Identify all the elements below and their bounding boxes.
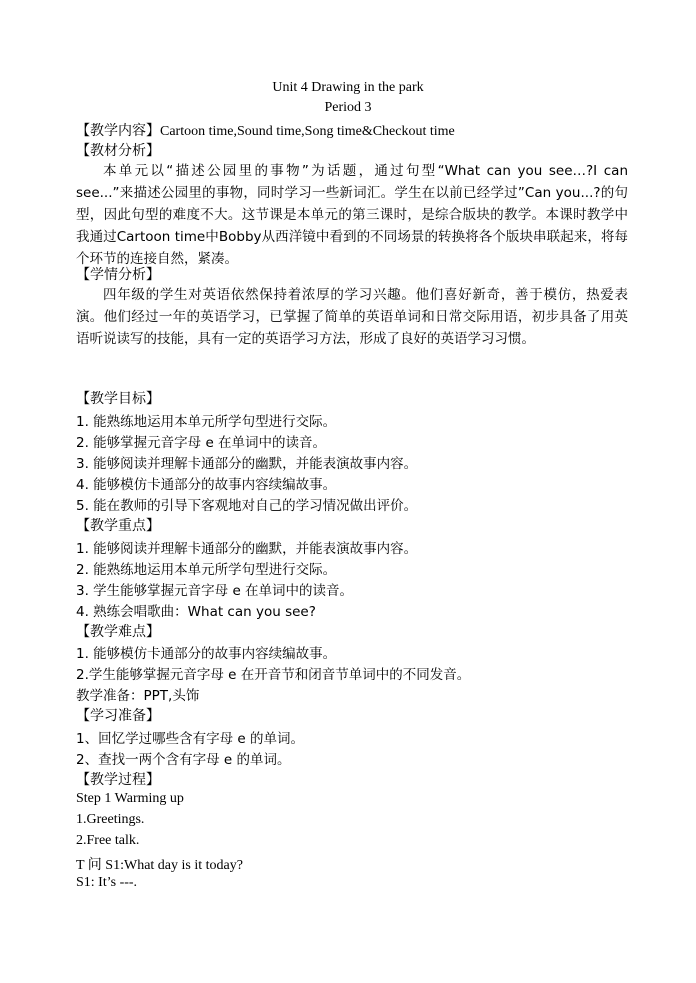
learn-prep-heading: 【学习准备】	[76, 708, 160, 724]
goal-item: 2. 能够掌握元音字母 e 在单词中的读音。	[76, 435, 327, 451]
content-heading: 【教学内容】	[76, 123, 160, 139]
difficulty-heading: 【教学难点】	[76, 624, 160, 640]
document-title: Unit 4 Drawing in the park	[272, 80, 424, 95]
learn-prep-item: 2、查找一两个含有字母 e 的单词。	[76, 752, 291, 768]
goal-item: 5. 能在教师的引导下客观地对自己的学习情况做出评价。	[76, 498, 418, 514]
period-subtitle: Period 3	[324, 100, 372, 115]
process-step: 1.Greetings.	[76, 812, 145, 827]
process-heading: 【教学过程】	[76, 772, 160, 788]
goal-item: 1. 能熟练地运用本单元所学句型进行交际。	[76, 414, 337, 430]
focus-item: 2. 能熟练地运用本单元所学句型进行交际。	[76, 562, 337, 578]
focus-item: 1. 能够阅读并理解卡通部分的幽默，并能表演故事内容。	[76, 541, 418, 557]
focus-item: 4. 熟练会唱歌曲：What can you see?	[76, 604, 316, 620]
teaching-prep-line: 教学准备：PPT,头饰	[76, 688, 200, 704]
process-step: S1: It’s ---.	[76, 875, 138, 890]
content-row	[76, 120, 626, 140]
difficulty-item: 2.学生能够掌握元音字母 e 在开音节和闭音节单词中的不同发音。	[76, 667, 471, 683]
students-heading: 【学情分析】	[76, 267, 160, 283]
goals-heading: 【教学目标】	[76, 391, 160, 407]
process-step: Step 1 Warming up	[76, 791, 184, 806]
process-step: T 问 S1:What day is it today?	[76, 858, 243, 873]
focus-heading: 【教学重点】	[76, 518, 160, 534]
students-paragraph: 四年级的学生对英语依然保持着浓厚的学习兴趣。他们喜好新奇，善于模仿，热爱表演。他们经过一年的英语学习，已掌握了简单的英语单词和日常交际用语，初步具备了用英语听说读写的技能，具有一定的英语学习方法，形成了良好的英语学习习惯。	[76, 287, 628, 347]
goal-item: 4. 能够模仿卡通部分的故事内容续编故事。	[76, 477, 337, 493]
difficulty-item: 1. 能够模仿卡通部分的故事内容续编故事。	[76, 646, 337, 662]
analysis-paragraph: 本单元以“描述公园里的事物”为话题，通过句型“What can you see…?I can see...”来描述公园里的事物，同时学习一些新词汇。学生在以前已经学过”Can you...?的句型，因此句型的难度不大。这节课是本单元的第三课时，是综合版块的教学。本课时教学中我通过Cartoon time中Bobby从西洋镜中看到的不同场景的转换将各个版块串联起来，将每个环节的连接自然，紧凑。	[76, 163, 628, 267]
content-text: Cartoon time,Sound time,Song time&Checkout time	[160, 124, 455, 139]
analysis-heading: 【教材分析】	[76, 143, 160, 159]
process-step: 2.Free talk.	[76, 833, 140, 848]
goal-item: 3. 能够阅读并理解卡通部分的幽默，并能表演故事内容。	[76, 456, 418, 472]
learn-prep-item: 1、回忆学过哪些含有字母 e 的单词。	[76, 731, 304, 747]
focus-item: 3. 学生能够掌握元音字母 e 在单词中的读音。	[76, 583, 354, 599]
